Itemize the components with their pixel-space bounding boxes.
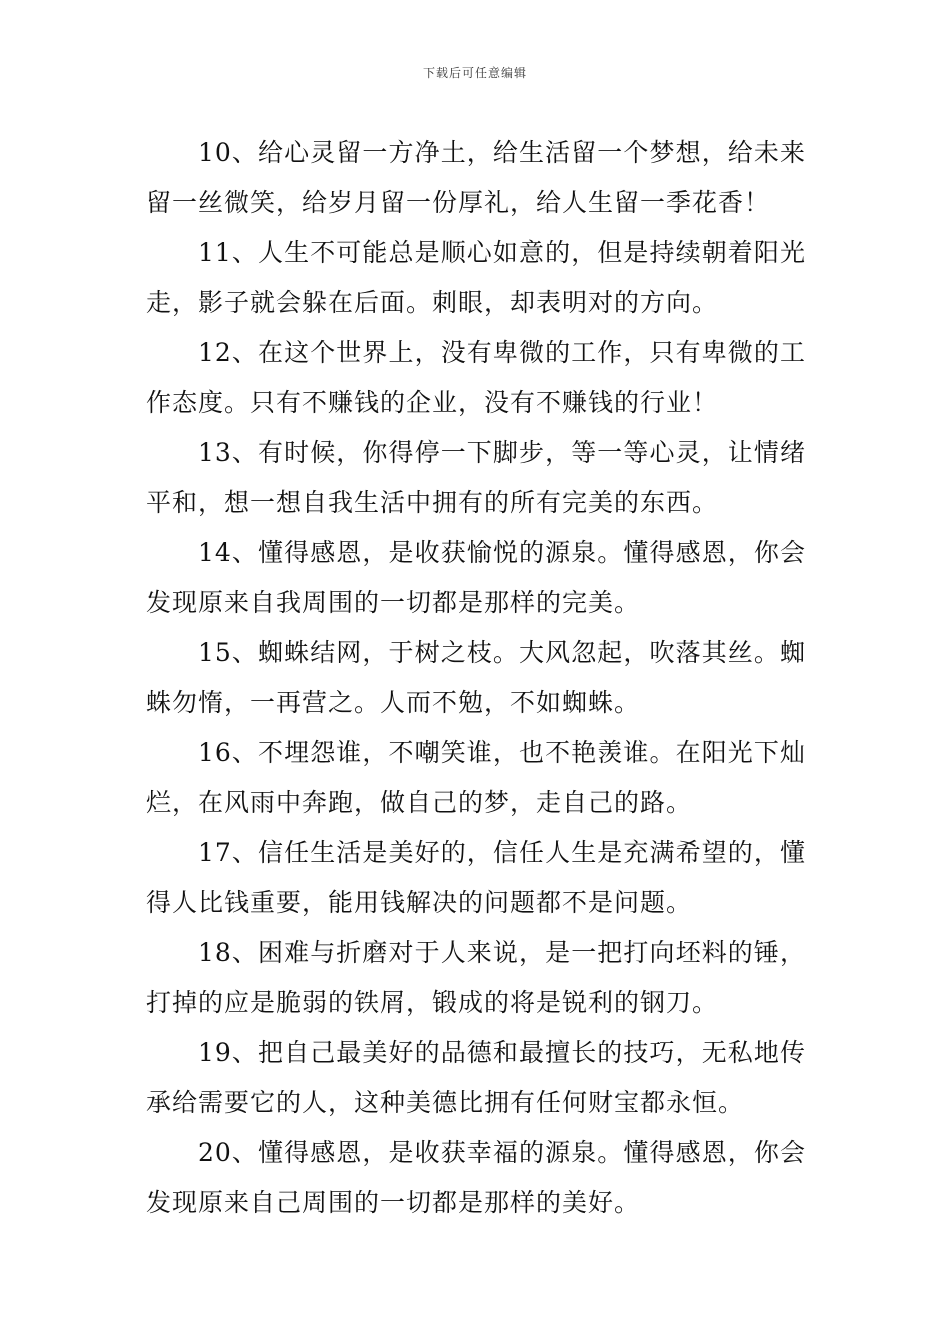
paragraph: 15、蜘蛛结网，于树之枝。大风忽起，吹落其丝。蜘蛛勿惰，一再营之。人而不勉，不如蜘蛛。 (146, 638, 806, 717)
paragraph: 13、有时候，你得停一下脚步，等一等心灵，让情绪平和，想一想自我生活中拥有的所有完美的东西。 (146, 438, 806, 517)
page-header: 下载后可任意编辑 (422, 66, 527, 80)
paragraph: 10、给心灵留一方净土，给生活留一个梦想，给未来留一丝微笑，给岁月留一份厚礼，给人生留一季花香！ (146, 138, 806, 217)
paragraph: 11、人生不可能总是顺心如意的，但是持续朝着阳光走，影子就会躲在后面。刺眼，却表明对的方向。 (146, 238, 806, 317)
paragraph: 18、困难与折磨对于人来说，是一把打向坯料的锤，打掉的应是脆弱的铁屑，锻成的将是锐利的钢刀。 (146, 938, 806, 1017)
paragraph: 16、不埋怨谁，不嘲笑谁，也不艳羡谁。在阳光下灿烂，在风雨中奔跑，做自己的梦，走自己的路。 (146, 738, 806, 817)
document-body (146, 128, 806, 1228)
paragraph: 12、在这个世界上，没有卑微的工作，只有卑微的工作态度。只有不赚钱的企业，没有不赚钱的行业！ (146, 338, 806, 417)
paragraph: 17、信任生活是美好的，信任人生是充满希望的，懂得人比钱重要，能用钱解决的问题都不是问题。 (146, 838, 806, 917)
paragraph: 20、懂得感恩，是收获幸福的源泉。懂得感恩，你会发现原来自己周围的一切都是那样的美好。 (146, 1138, 806, 1217)
paragraph: 14、懂得感恩，是收获愉悦的源泉。懂得感恩，你会发现原来自我周围的一切都是那样的完美。 (146, 538, 806, 617)
paragraph: 19、把自己最美好的品德和最擅长的技巧，无私地传承给需要它的人，这种美德比拥有任何财宝都永恒。 (146, 1038, 806, 1117)
